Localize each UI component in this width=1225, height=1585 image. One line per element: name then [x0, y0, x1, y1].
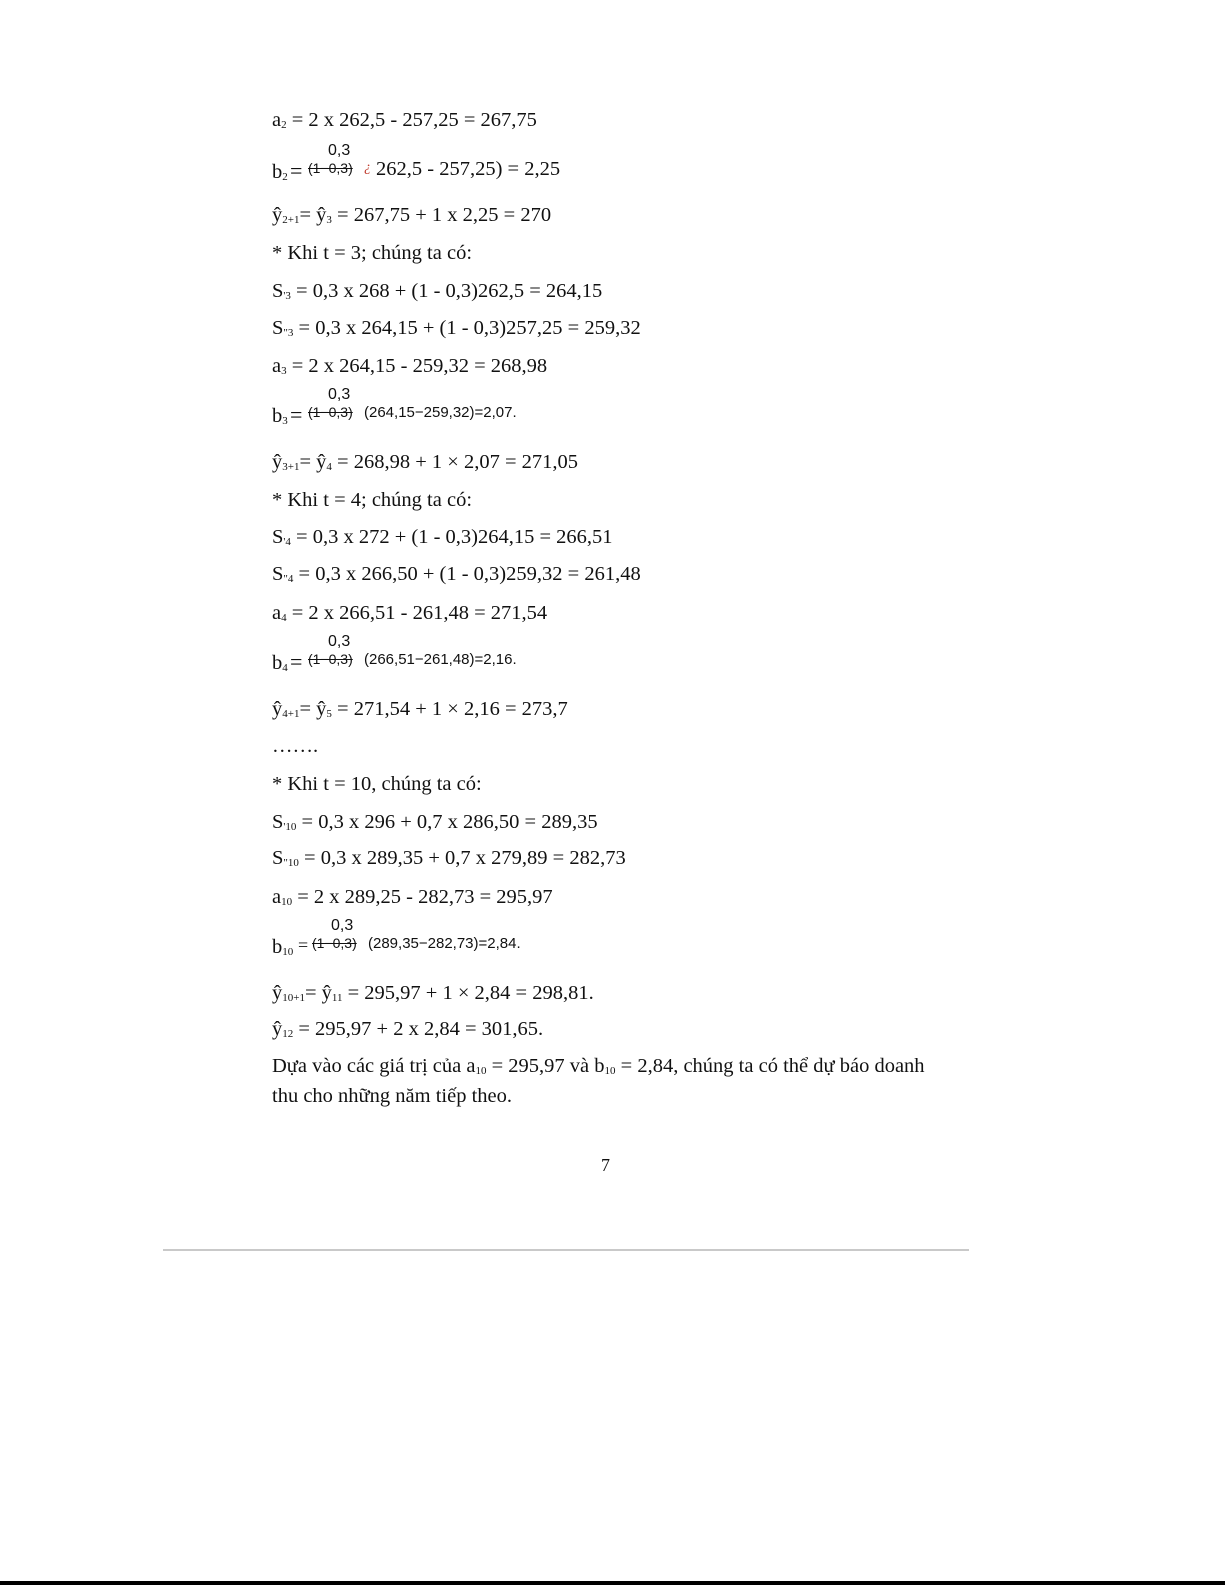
conclusion-line-2: thu cho những năm tiếp theo.	[272, 1085, 512, 1107]
eq-s4-single: $S_{'4} = 0,3$ x 272 + (1 - 0,3)264,15 = 266,51	[272, 526, 613, 548]
fraction-numerator: 0,3	[331, 917, 354, 934]
eq-a10: $a_{10} = 2$ x 289,25 - 282,73 = 295,97	[272, 886, 553, 908]
fraction-denominator: (1−0,3)	[308, 651, 353, 667]
eq-a3: $a_3 = 2$ x 264,15 - 259,32 = 268,98	[272, 355, 548, 377]
fraction-denominator: (1−0,3)	[308, 160, 353, 176]
eq-a4: $a_4 = 2$ x 266,51 - 261,48 = 271,54	[272, 602, 548, 624]
eq-y11: $ŷ_{10+1}=$ $ŷ_{11} = 295,97 + 1 \times 2,84 = 298,81$.	[272, 982, 594, 1004]
page-number: 7	[601, 1155, 610, 1175]
fraction-denominator: (1−0,3)	[312, 935, 357, 951]
eq-b4: $b_4$ = 0,3 (1−0,3) (266,51−261,48)=2,16.	[272, 633, 517, 674]
eq-b3: $b_3$ = 0,3 (1−0,3) (264,15−259,32)=2,07.	[272, 386, 517, 427]
eq-y5: $ŷ_{4+1}=$ $ŷ_5 = 271,54 + 1 \times 2,16 = 273,7$	[272, 698, 568, 720]
eq-y4: $ŷ_{3+1}=$ $ŷ_4 = 268,98 + 1 \times 2,07 = 271,05$	[272, 451, 579, 473]
eq-b10: $b_{10}$ = 0,3 (1−0,3) (289,35−282,73)=2,84.	[272, 917, 521, 958]
eq-s10-double: $S_{"10} = 0,3$ x 289,35 + 0,7 x 279,89 = 282,73	[272, 847, 626, 869]
eq-s3-double: $S_{"3} = 0,3$ x 264,15 + (1 - 0,3)257,25 = 259,32	[272, 317, 641, 339]
ellipsis: …….	[272, 735, 319, 757]
eq-s10-single: $S_{'10} = 0,3$ x 296 + 0,7 x 286,50 = 289,35	[272, 811, 598, 833]
heading-khi-t10: * Khi t = 10, chúng ta có:	[272, 773, 482, 795]
fraction-numerator: 0,3	[328, 142, 351, 159]
eq-s3-single: $S_{'3} = 0,3$ x 268 + (1 - 0,3)262,5 = 264,15	[272, 280, 603, 302]
fraction-denominator: (1−0,3)	[308, 404, 353, 420]
conclusion-line-1: Dựa vào các giá trị của $a_{10} = 295,97$ và $b_{10} = 2,84$, chúng ta có thể dự báo doanh	[272, 1055, 925, 1077]
fraction-numerator: 0,3	[328, 633, 351, 650]
heading-khi-t3: * Khi t = 3; chúng ta có:	[272, 242, 473, 264]
error-marker: ¿	[364, 160, 371, 175]
heading-khi-t4: * Khi t = 4; chúng ta có:	[272, 489, 473, 511]
eq-a2: $a_2 = 2$ x 262,5 - 257,25 = 267,75	[272, 109, 537, 131]
page-divider	[163, 1249, 969, 1251]
fraction-numerator: 0,3	[328, 386, 351, 403]
bottom-edge-bar	[0, 1581, 1225, 1585]
eq-s4-double: $S_{"4} = 0,3$ x 266,50 + (1 - 0,3)259,32 = 261,48	[272, 563, 641, 585]
eq-y3: $ŷ_{2+1}=$ $ŷ_3 = 267,75 + 1$ x 2,25 = 270	[272, 204, 552, 226]
eq-y12: $ŷ_{12} = 295,97 + 2$ x 2,84 = 301,65.	[272, 1018, 544, 1040]
eq-b2: $b_2$ = 0,3 (1−0,3) ¿ 262,5 - 257,25) = 2,25	[272, 142, 561, 183]
